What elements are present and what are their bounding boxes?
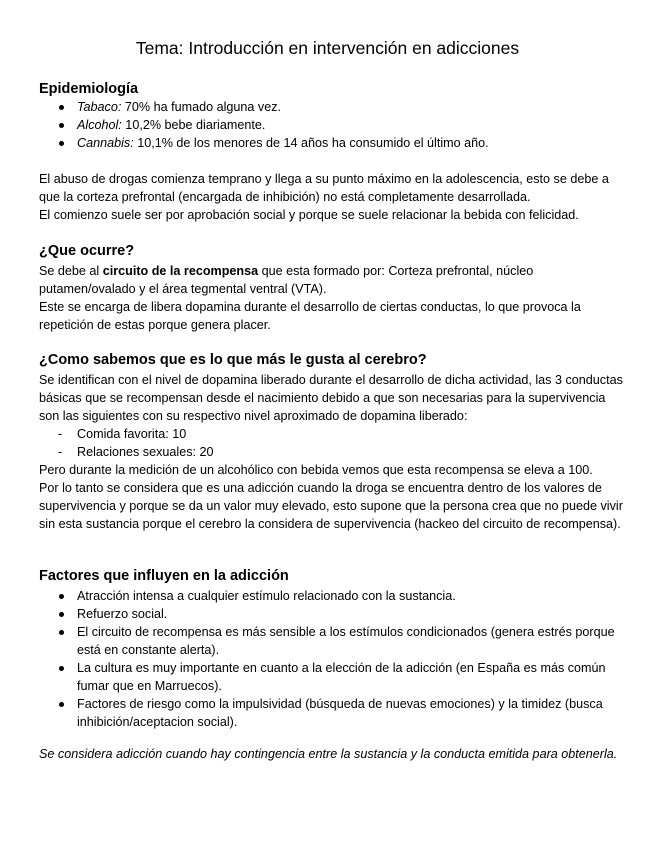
paragraph: [39, 262, 629, 298]
bullet-icon: [58, 695, 66, 713]
list-item: [77, 116, 625, 134]
section-heading-epidemiologia: Epidemiología: [39, 81, 139, 97]
list-item: [77, 98, 625, 116]
conclusion-paragraph: Se considera adicción cuando hay contingencia entre la sustancia y la conducta emitida para obtenerla.: [39, 747, 618, 761]
bullet-icon: [58, 116, 66, 134]
bullet-icon: [58, 134, 66, 152]
bullet-icon: [58, 98, 66, 116]
paragraph-text: que esta formado por: Corteza prefrontal, núcleo putamen/ovalado y el área tegmental ventral (VTA).: [39, 264, 534, 296]
list-item: Relaciones sexuales: 20: [77, 445, 214, 459]
paragraph: Pero durante la medición de un alcohólico con bebida vemos que esta recompensa se eleva a 100.: [39, 463, 593, 477]
list-item: Factores de riesgo como la impulsividad (búsqueda de nuevas emociones) y la timidez (busca inhibición/aceptacion social).: [77, 697, 603, 729]
paragraph: Este se encarga de libera dopamina durante el desarrollo de ciertas conductas, lo que provoca la repetición de estas porque genera placer.: [39, 300, 581, 332]
list-item-text: 10,1% de los menores de 14 años ha consumido el último año.: [133, 136, 489, 150]
bullet-icon: [58, 623, 66, 641]
list-item-term: Tabaco:: [77, 100, 122, 114]
dash-marker: -: [58, 445, 63, 459]
section-heading-como-sabemos: ¿Como sabemos que es lo que más le gusta al cerebro?: [39, 352, 427, 368]
list-item: Comida favorita: 10: [77, 427, 187, 441]
section-heading-factores: Factores que influyen en la adicción: [39, 568, 289, 584]
bullet-icon: [58, 659, 66, 677]
list-item: Refuerzo social.: [77, 607, 168, 621]
list-item-text: 70% ha fumado alguna vez.: [121, 100, 281, 114]
paragraph-bold-text: circuito de la recompensa: [102, 264, 259, 278]
bullet-icon: [58, 587, 66, 605]
paragraph-text: Se debe al: [39, 264, 103, 278]
dash-marker: -: [58, 427, 63, 441]
list-item: La cultura es muy importante en cuanto a la elección de la adicción (en España es más común fumar que en Marruecos).: [77, 661, 606, 693]
list-item: Atracción intensa a cualquier estímulo relacionado con la sustancia.: [77, 589, 456, 603]
page-title: Tema: Introducción en intervención en adicciones: [135, 38, 520, 58]
list-item-term: Cannabis:: [77, 136, 134, 150]
list-item-term: Alcohol:: [77, 118, 122, 132]
paragraph: El comienzo suele ser por aprobación social y porque se suele relacionar la bebida con felicidad.: [39, 208, 579, 222]
paragraph: Por lo tanto se considera que es una adicción cuando la droga se encuentra dentro de los valores de supervivencia y porque se da un valor muy elevado, esto supone que la persona crea que no puede vivir sin esta sustancia porque el cerebro la considera de supervivencia (hackeo del circuito de recompensa).: [39, 481, 623, 531]
section-heading-que-ocurre: ¿Que ocurre?: [39, 243, 135, 259]
paragraph: Se identifican con el nivel de dopamina liberado durante el desarrollo de dicha actividad, las 3 conductas básicas que se recompensan desde el nacimiento debido a que son necesarias para la supervivencia son las siguientes con su respectivo nivel aproximado de dopamina liberado:: [39, 373, 623, 423]
list-item-text: 10,2% bebe diariamente.: [121, 118, 266, 132]
paragraph: El abuso de drogas comienza temprano y llega a su punto máximo en la adolescencia, esto se debe a que la corteza prefrontal (encargada de inhibición) no está completamente desarrollada.: [39, 172, 609, 204]
bullet-icon: [58, 605, 66, 623]
list-item: El circuito de recompensa es más sensible a los estímulos condicionados (genera estrés porque está en constante alerta).: [77, 625, 615, 657]
list-item: [77, 134, 625, 152]
